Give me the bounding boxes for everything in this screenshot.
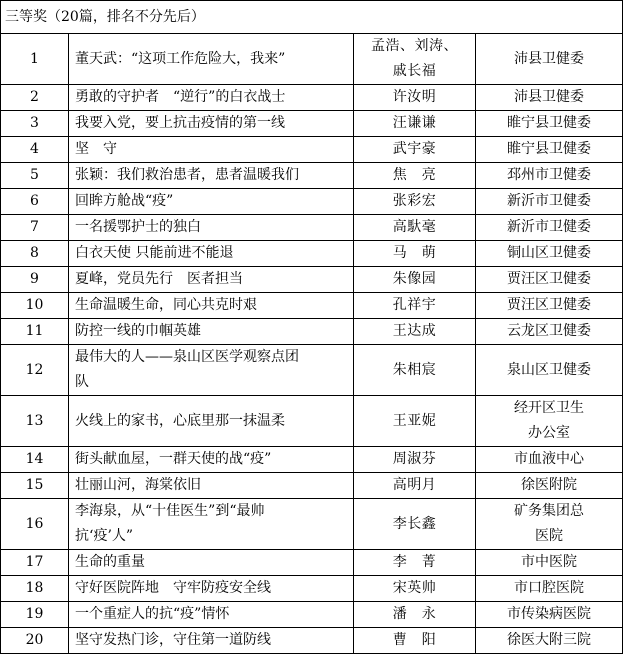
- unit-name-line: 沛县卫健委: [514, 89, 584, 105]
- author-name: [354, 85, 476, 111]
- table-row: [1, 267, 623, 293]
- row-number: 12: [1, 345, 69, 396]
- unit-name: [476, 189, 623, 215]
- unit-name: [476, 137, 623, 163]
- article-title-line: 勇敢的守护者 “逆行”的白衣战士: [75, 89, 286, 105]
- author-name: [354, 267, 476, 293]
- row-number: 9: [1, 267, 69, 293]
- article-title: [69, 602, 354, 628]
- author-name: [354, 447, 476, 473]
- row-number: 20: [1, 628, 69, 654]
- article-title: [69, 550, 354, 576]
- unit-name: [476, 628, 623, 654]
- article-title-line: 火线上的家书，心底里那一抹温柔: [75, 412, 285, 429]
- article-title-line: 夏峰，党员先行 医者担当: [75, 271, 243, 287]
- article-title: [69, 137, 354, 163]
- row-number: 7: [1, 215, 69, 241]
- unit-name-line: 新沂市卫健委: [507, 219, 591, 235]
- unit-name: [476, 499, 623, 550]
- unit-name-line: 新沂市卫健委: [507, 193, 591, 209]
- unit-name-line: 邳州市卫健委: [507, 167, 591, 183]
- table-row: [1, 602, 623, 628]
- article-title-line: 白衣天使 只能前进不能退: [75, 245, 234, 261]
- row-number: 16: [1, 499, 69, 550]
- article-title-line: 生命的重量: [75, 554, 145, 570]
- unit-name: [476, 293, 623, 319]
- article-title-line: 坚守发热门诊，守住第一道防线: [75, 632, 271, 648]
- unit-name: [476, 34, 623, 85]
- author-name-line: 孟浩、刘涛、: [371, 38, 458, 54]
- article-title: [69, 473, 354, 499]
- article-title-line: 一名援鄂护士的独白: [75, 219, 201, 235]
- author-name: [354, 137, 476, 163]
- article-title: [69, 111, 354, 137]
- unit-name: [476, 602, 623, 628]
- table-row: [1, 319, 623, 345]
- row-number: 14: [1, 447, 69, 473]
- article-title: [69, 241, 354, 267]
- unit-name-line: 徐医附院: [521, 477, 577, 493]
- author-name-line: 潘 永: [392, 606, 437, 622]
- author-name: [354, 396, 476, 447]
- unit-name-line: 市中医院: [521, 554, 577, 570]
- article-title: [69, 576, 354, 602]
- table-row: [1, 137, 623, 163]
- section-title-row: [1, 1, 623, 34]
- article-title-line: 坚 守: [75, 141, 117, 157]
- table-row: [1, 576, 623, 602]
- table-row: [1, 293, 623, 319]
- unit-name: [476, 215, 623, 241]
- article-title: [69, 34, 354, 85]
- unit-name: [476, 267, 623, 293]
- row-number: 13: [1, 396, 69, 447]
- row-number: 5: [1, 163, 69, 189]
- article-title: [69, 293, 354, 319]
- author-name-line: 汪谦谦: [392, 115, 437, 131]
- row-number: 8: [1, 241, 69, 267]
- article-title-line: 抗‘疫’人”: [75, 528, 134, 544]
- unit-name-line: 经开区卫生: [514, 400, 584, 416]
- article-title: [69, 319, 354, 345]
- author-name-line: 张彩宏: [392, 193, 437, 209]
- author-name-line: 孔祥宇: [392, 297, 437, 313]
- article-title-line: 队: [75, 374, 89, 390]
- unit-name-line: 沛县卫健委: [514, 50, 584, 67]
- unit-name-line: 铜山区卫健委: [507, 245, 591, 261]
- unit-name: [476, 473, 623, 499]
- author-name-line: 朱相宸: [392, 361, 437, 378]
- table-row: [1, 85, 623, 111]
- article-title-line: 张颖：我们救治患者，患者温暖我们: [75, 167, 299, 183]
- row-number: 15: [1, 473, 69, 499]
- author-name: [354, 602, 476, 628]
- author-name: [354, 345, 476, 396]
- unit-name: [476, 576, 623, 602]
- row-number: 6: [1, 189, 69, 215]
- unit-name-line: 矿务集团总: [514, 503, 584, 519]
- author-name-line: 马 萌: [392, 245, 437, 261]
- author-name-line: 高明月: [392, 477, 437, 493]
- table-row: [1, 499, 623, 550]
- author-name-line: 李 菁: [392, 554, 437, 570]
- author-name: [354, 241, 476, 267]
- author-name: [354, 628, 476, 654]
- author-name: [354, 189, 476, 215]
- article-title: [69, 396, 354, 447]
- author-name-line: 李长鑫: [392, 515, 437, 532]
- article-title-line: 李海泉，从“十佳医生”到“最帅: [75, 503, 265, 519]
- article-title: [69, 499, 354, 550]
- unit-name-line: 贾汪区卫健委: [507, 297, 591, 313]
- author-name: [354, 111, 476, 137]
- article-title-line: 回眸方舱战“疫”: [75, 193, 174, 209]
- table-row: [1, 447, 623, 473]
- table-row: [1, 345, 623, 396]
- row-number: 4: [1, 137, 69, 163]
- table-row: [1, 241, 623, 267]
- unit-name-line: 医院: [535, 528, 563, 544]
- unit-name: [476, 319, 623, 345]
- author-name: [354, 293, 476, 319]
- author-name-line: 许汝明: [392, 89, 437, 105]
- unit-name: [476, 447, 623, 473]
- table-row: [1, 396, 623, 447]
- table-row: [1, 473, 623, 499]
- unit-name-line: 泉山区卫健委: [507, 361, 591, 378]
- author-name: [354, 34, 476, 85]
- author-name-line: 戚长福: [392, 63, 437, 79]
- unit-name-line: 云龙区卫健委: [507, 323, 591, 339]
- article-title: [69, 345, 354, 396]
- author-name-line: 王达成: [392, 323, 437, 339]
- article-title-line: 一个重症人的抗“疫”情怀: [75, 606, 230, 622]
- unit-name-line: 市口腔医院: [514, 580, 584, 596]
- author-name-line: 焦 亮: [392, 167, 437, 183]
- unit-name-line: 办公室: [528, 425, 570, 441]
- author-name-line: 高馱毫: [392, 219, 437, 235]
- row-number: 2: [1, 85, 69, 111]
- author-name-line: 宋英帅: [392, 580, 437, 596]
- unit-name-line: 睢宁县卫健委: [507, 115, 591, 131]
- article-title: [69, 215, 354, 241]
- unit-name-line: 贾汪区卫健委: [507, 271, 591, 287]
- table-row: [1, 163, 623, 189]
- table-row: [1, 550, 623, 576]
- row-number: 11: [1, 319, 69, 345]
- author-name-line: 曹 阳: [392, 632, 437, 648]
- author-name: [354, 499, 476, 550]
- author-name: [354, 550, 476, 576]
- row-number: 18: [1, 576, 69, 602]
- award-table-body: [1, 1, 623, 654]
- author-name-line: 王亚妮: [392, 412, 437, 429]
- author-name: [354, 319, 476, 345]
- author-name: [354, 576, 476, 602]
- article-title: [69, 447, 354, 473]
- table-row: [1, 189, 623, 215]
- article-title: [69, 85, 354, 111]
- article-title: [69, 628, 354, 654]
- unit-name: [476, 85, 623, 111]
- article-title-line: 最伟大的人——泉山区医学观察点团: [75, 349, 299, 365]
- table-row: [1, 628, 623, 654]
- article-title-line: 守好医院阵地 守牢防疫安全线: [75, 580, 271, 596]
- article-title: [69, 267, 354, 293]
- row-number: 10: [1, 293, 69, 319]
- article-title-line: 街头献血屋，一群天使的战“疫”: [75, 451, 272, 467]
- table-row: [1, 215, 623, 241]
- article-title: [69, 163, 354, 189]
- unit-name-line: 徐医大附三院: [507, 632, 591, 648]
- author-name: [354, 163, 476, 189]
- unit-name: [476, 111, 623, 137]
- unit-name-line: 睢宁县卫健委: [507, 141, 591, 157]
- author-name: [354, 473, 476, 499]
- section-title: 三等奖（20篇，排名不分先后）: [1, 1, 623, 34]
- article-title-line: 壮丽山河，海棠依旧: [75, 477, 201, 493]
- row-number: 3: [1, 111, 69, 137]
- table-row: [1, 34, 623, 85]
- unit-name: [476, 345, 623, 396]
- unit-name: [476, 550, 623, 576]
- unit-name: [476, 241, 623, 267]
- author-name-line: 朱像园: [392, 271, 437, 287]
- article-title-line: 董天武：“这项工作危险大，我来”: [75, 50, 286, 67]
- row-number: 17: [1, 550, 69, 576]
- article-title: [69, 189, 354, 215]
- article-title-line: 防控一线的巾帼英雄: [75, 323, 201, 339]
- row-number: 19: [1, 602, 69, 628]
- article-title-line: 我要入党，要上抗击疫情的第一线: [75, 115, 285, 131]
- unit-name-line: 市血液中心: [514, 451, 584, 467]
- author-name: [354, 215, 476, 241]
- author-name-line: 周淑芬: [392, 451, 437, 467]
- table-row: [1, 111, 623, 137]
- unit-name-line: 市传染病医院: [507, 606, 591, 622]
- unit-name: [476, 396, 623, 447]
- unit-name: [476, 163, 623, 189]
- author-name-line: 武宇豪: [392, 141, 437, 157]
- row-number: 1: [1, 34, 69, 85]
- article-title-line: 生命温暖生命，同心共克时艰: [75, 297, 257, 313]
